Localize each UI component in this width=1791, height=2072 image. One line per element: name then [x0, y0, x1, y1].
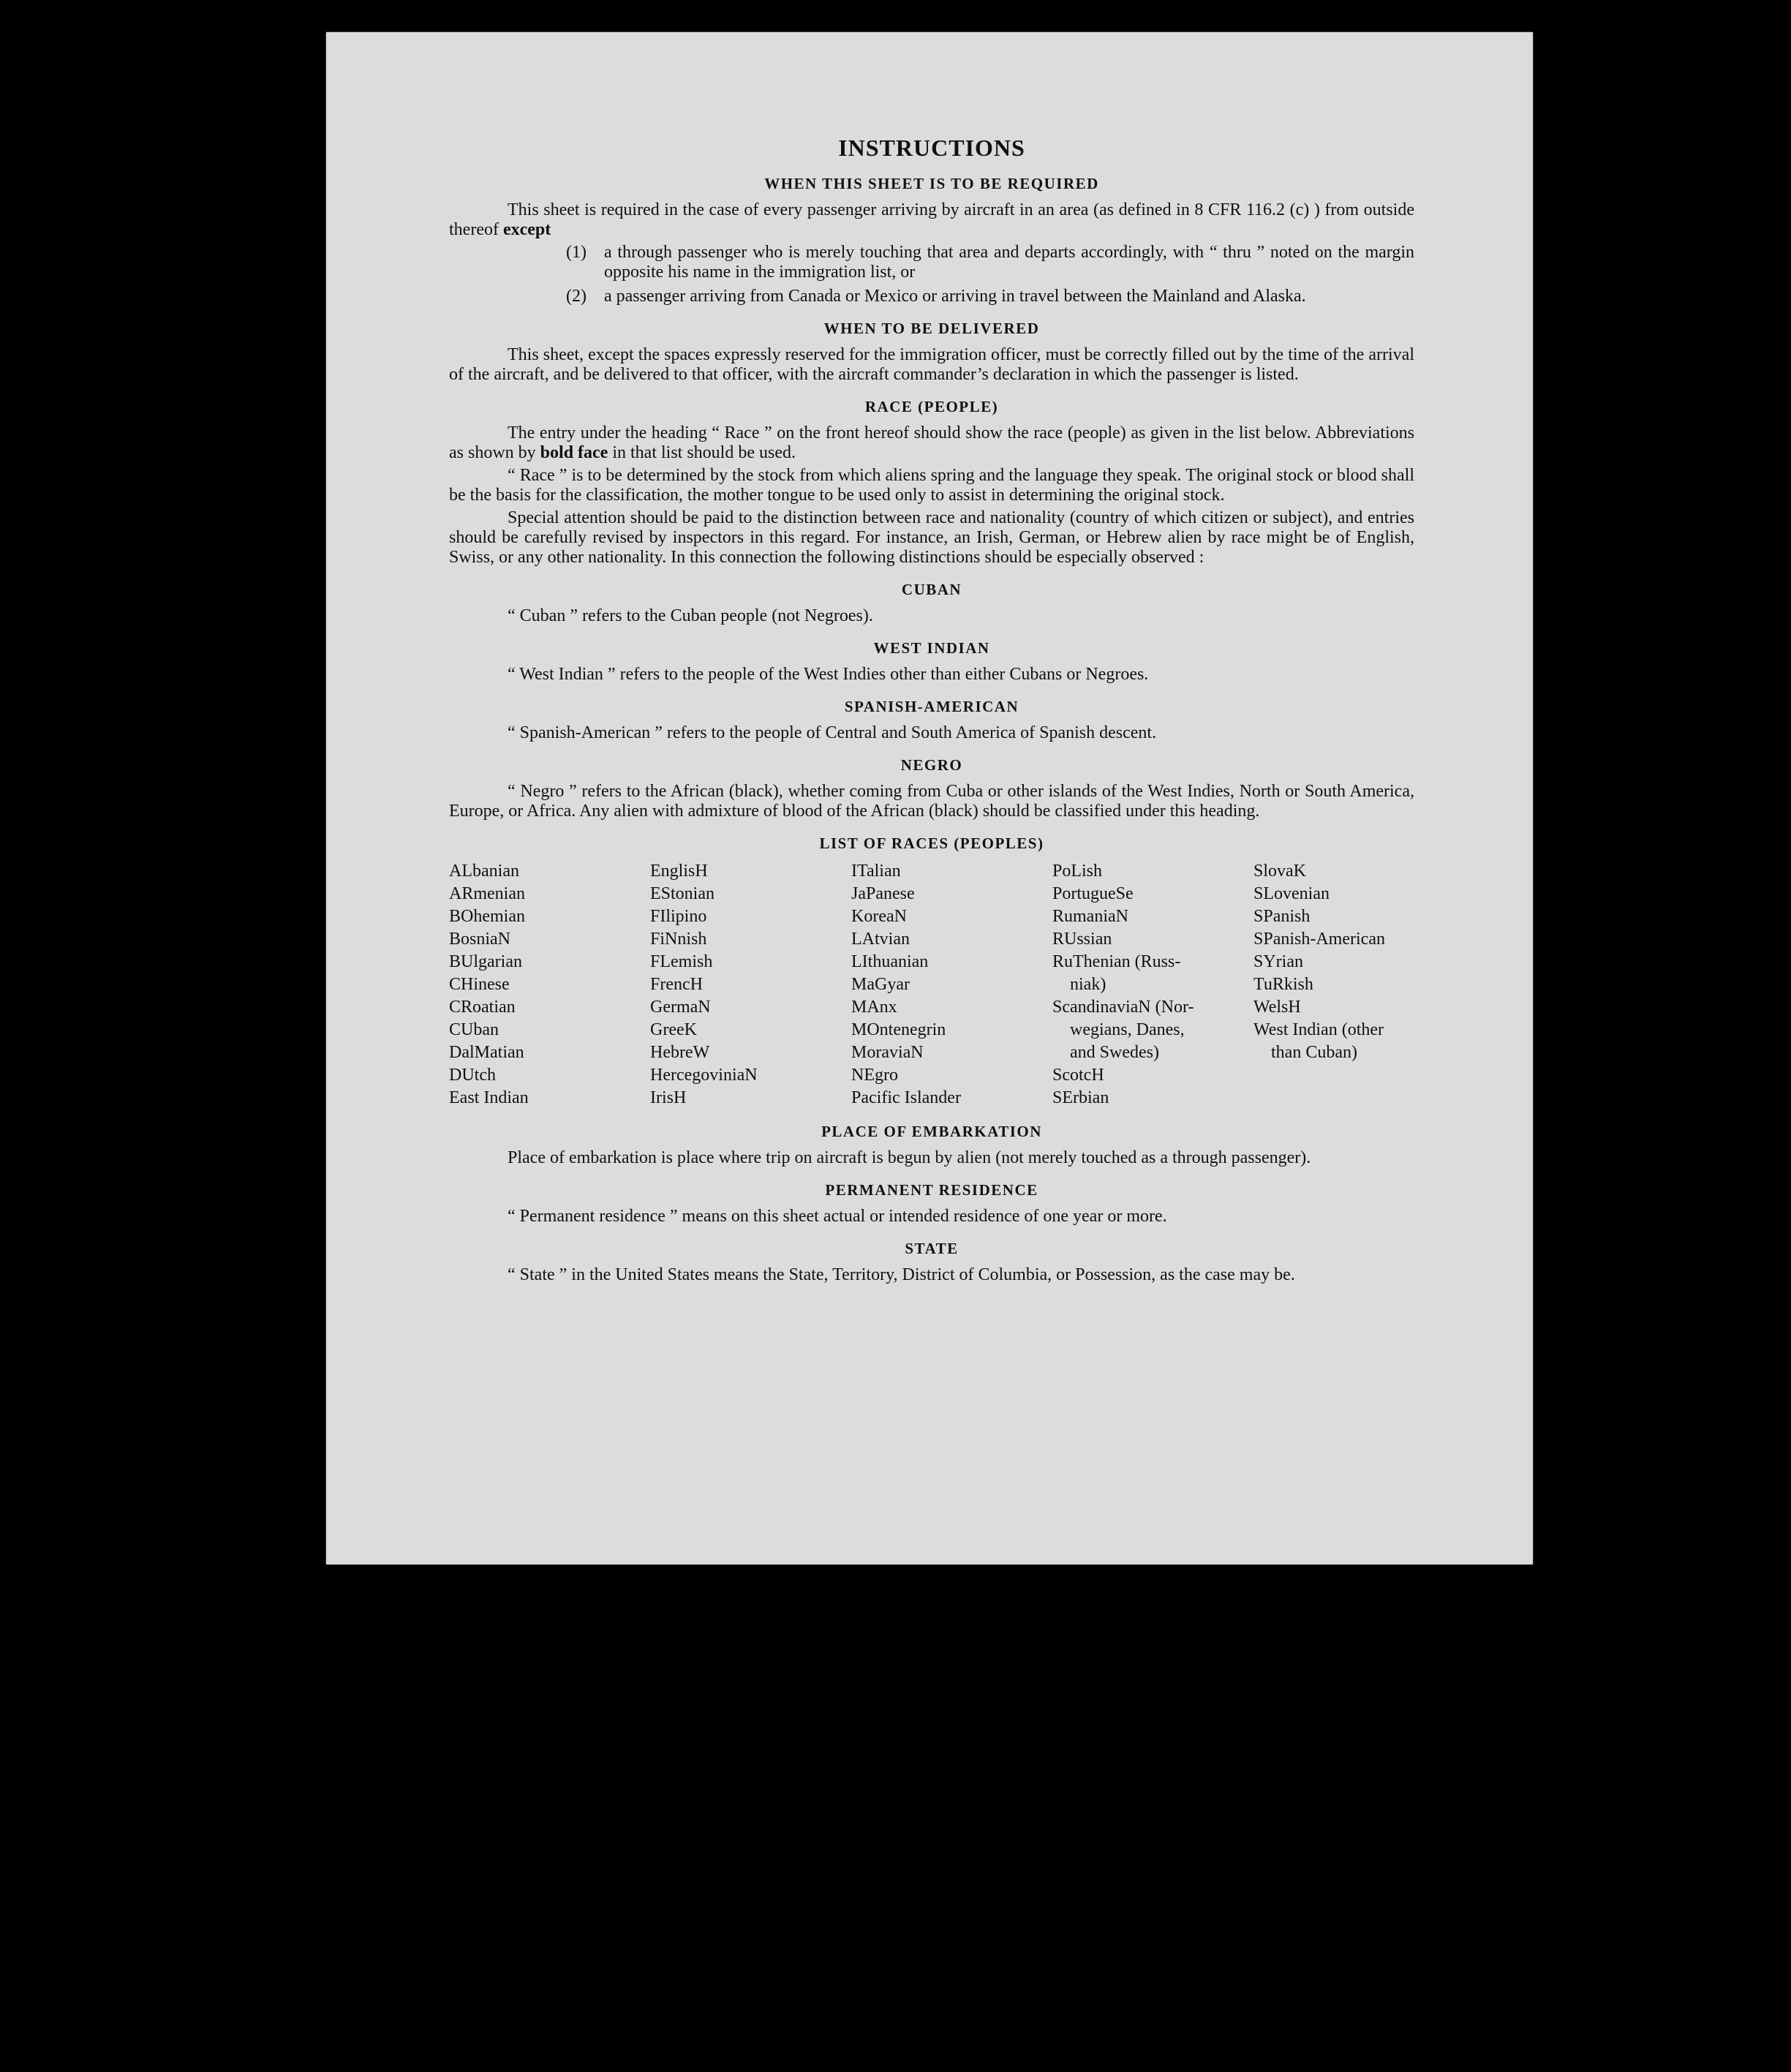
paragraph-state: “ State ” in the United States means the State, Territory, District of Columbia, or Possession, as the case may be.: [508, 1265, 1295, 1284]
race-entry: MoraviaN: [851, 1043, 924, 1062]
required-intro-text: This sheet is required in the case of every passenger arriving by aircraft in an area (as defined in 8 CFR 116.2 (c) ) from outside thereof: [449, 200, 1414, 239]
heading-embarkation: PLACE OF EMBARKATION: [821, 1123, 1042, 1140]
race-entry: EnglisH: [650, 862, 708, 881]
race-entry: WelsH: [1253, 998, 1301, 1017]
race-entry: PoLish: [1052, 862, 1103, 881]
race-entry: SErbian: [1052, 1088, 1109, 1107]
paragraph-embarkation: Place of embarkation is place where trip on aircraft is begun by alien (not merely touched as a through passenger).: [508, 1148, 1311, 1167]
race-p1-end: in that list should be used.: [608, 443, 796, 462]
race-entry: HebreW: [650, 1043, 710, 1062]
race-entry: SPanish: [1253, 907, 1311, 926]
heading-spanish-american: SPANISH-AMERICAN: [844, 698, 1019, 715]
race-entry: IrisH: [650, 1088, 687, 1107]
race-entry: RUssian: [1052, 930, 1112, 949]
race-column: [650, 860, 851, 1110]
race-p1-text: The entry under the heading “ Race ” on the front hereof should show the race (people) as given in the list below. Abbreviations as shown by: [449, 423, 1414, 462]
paragraph-cuban: “ Cuban ” refers to the Cuban people (not Negroes).: [508, 606, 873, 625]
race-entry: LAtvian: [851, 930, 910, 949]
race-entry: SlovaK: [1253, 862, 1306, 881]
race-entry: DalMatian: [449, 1043, 524, 1062]
required-intro-except: except: [502, 220, 551, 239]
race-entry: MOntenegrin: [851, 1020, 946, 1039]
race-entry: than Cuban): [1271, 1043, 1357, 1062]
race-entry: ARmenian: [449, 884, 525, 903]
paragraph-negro: “ Negro ” refers to the African (black), whether coming from Cuba or other islands of the West Indies, North or South America, Europe, or Africa. Any alien with admixture of blood of the African (black) should be classified under this heading.: [449, 782, 1414, 821]
race-entry: East Indian: [449, 1088, 529, 1107]
race-entry: niak): [1070, 975, 1106, 994]
race-entry: SPanish-American: [1253, 930, 1385, 949]
race-entry: wegians, Danes,: [1070, 1020, 1185, 1039]
paragraph-required-intro: [449, 200, 1414, 240]
race-entry: GermaN: [650, 998, 711, 1017]
race-entry: ScotcH: [1052, 1066, 1104, 1085]
races-list: [449, 860, 1414, 1110]
race-entry: ScandinaviaN (Nor-: [1052, 998, 1194, 1017]
race-entry: TuRkish: [1253, 975, 1313, 994]
exception-item-2: [566, 287, 1414, 306]
race-entry: West Indian (other: [1253, 1020, 1384, 1039]
race-entry: FrencH: [650, 975, 703, 994]
race-p1-bold: bold face: [540, 443, 608, 462]
race-entry: SLovenian: [1253, 884, 1330, 903]
race-entry: BUlgarian: [449, 952, 522, 971]
race-entry: NEgro: [851, 1066, 898, 1085]
heading-race: RACE (PEOPLE): [864, 398, 999, 415]
paragraph-race-1: [449, 423, 1414, 463]
exception-number: (1): [566, 243, 587, 262]
paragraph-west-indian: “ West Indian ” refers to the people of the West Indies other than either Cubans or Negroes.: [508, 665, 1149, 684]
exception-item-1: [566, 243, 1414, 282]
paragraph-delivered: This sheet, except the spaces expressly reserved for the immigration officer, must be correctly filled out by the time of the arrival of the aircraft, and be delivered to that officer, with the aircraft commander’s declaration in which the passenger is listed.: [449, 345, 1414, 384]
race-entry: ALbanian: [449, 862, 519, 881]
race-entry: ITalian: [851, 862, 901, 881]
race-entry: CUban: [449, 1020, 499, 1039]
heading-west-indian: WEST INDIAN: [873, 639, 990, 657]
race-entry: RumaniaN: [1052, 907, 1128, 926]
race-entry: DUtch: [449, 1066, 496, 1085]
race-entry: MAnx: [851, 998, 897, 1017]
race-entry: BOhemian: [449, 907, 525, 926]
document-sheet: [326, 32, 1533, 1564]
heading-when-delivered: WHEN TO BE DELIVERED: [823, 320, 1040, 337]
exception-number: (2): [566, 287, 587, 306]
race-entry: JaPanese: [851, 884, 915, 903]
race-entry: HercegoviniaN: [650, 1066, 758, 1085]
race-entry: PortugueSe: [1052, 884, 1134, 903]
race-column: [449, 860, 650, 1110]
paragraph-spanish-american: “ Spanish-American ” refers to the people of Central and South America of Spanish descent.: [508, 723, 1157, 742]
race-entry: FIlipino: [650, 907, 707, 926]
heading-permanent-residence: PERMANENT RESIDENCE: [825, 1181, 1038, 1199]
paragraph-race-3: Special attention should be paid to the distinction between race and nationality (country of which citizen or subject), and entries should be carefully revised by inspectors in this regard. For instance, an Irish, German, or Hebrew alien by race might be of English, Swiss, or any other nationality. In this connection the following distinctions should be especially observed :: [449, 508, 1414, 567]
instructions-content: [449, 135, 1414, 1288]
heading-negro: NEGRO: [900, 756, 963, 774]
heading-list-of-races: LIST OF RACES (PEOPLES): [819, 835, 1044, 852]
race-entry: CRoatian: [449, 998, 516, 1017]
race-entry: SYrian: [1253, 952, 1303, 971]
race-entry: CHinese: [449, 975, 510, 994]
race-entry: FiNnish: [650, 930, 707, 949]
race-entry: and Swedes): [1070, 1043, 1159, 1062]
exception-text: a through passenger who is merely touching that area and departs accordingly, with “ thru ” noted on the margin opposite his name in the immigration list, or: [604, 243, 1414, 282]
paragraph-race-2: “ Race ” is to be determined by the stock from which aliens spring and the language they speak. The original stock or blood shall be the basis for the classification, the mother tongue to be used only to assist in determining the original stock.: [449, 466, 1414, 505]
race-entry: BosniaN: [449, 930, 510, 949]
race-column: [1253, 860, 1444, 1110]
race-entry: RuThenian (Russ-: [1052, 952, 1181, 971]
race-column: [1052, 860, 1253, 1110]
race-column: [851, 860, 1052, 1110]
race-entry: EStonian: [650, 884, 714, 903]
race-entry: FLemish: [650, 952, 713, 971]
exception-text: a passenger arriving from Canada or Mexico or arriving in travel between the Mainland and Alaska.: [604, 287, 1306, 306]
race-entry: KoreaN: [851, 907, 907, 926]
paragraph-permanent-residence: “ Permanent residence ” means on this sheet actual or intended residence of one year or more.: [508, 1207, 1167, 1226]
heading-cuban: CUBAN: [901, 581, 962, 598]
page-title: INSTRUCTIONS: [838, 135, 1025, 161]
heading-state: STATE: [905, 1240, 959, 1257]
race-entry: MaGyar: [851, 975, 910, 994]
heading-when-required: WHEN THIS SHEET IS TO BE REQUIRED: [764, 175, 1099, 192]
race-entry: Pacific Islander: [851, 1088, 961, 1107]
race-entry: GreeK: [650, 1020, 697, 1039]
race-entry: LIthuanian: [851, 952, 929, 971]
